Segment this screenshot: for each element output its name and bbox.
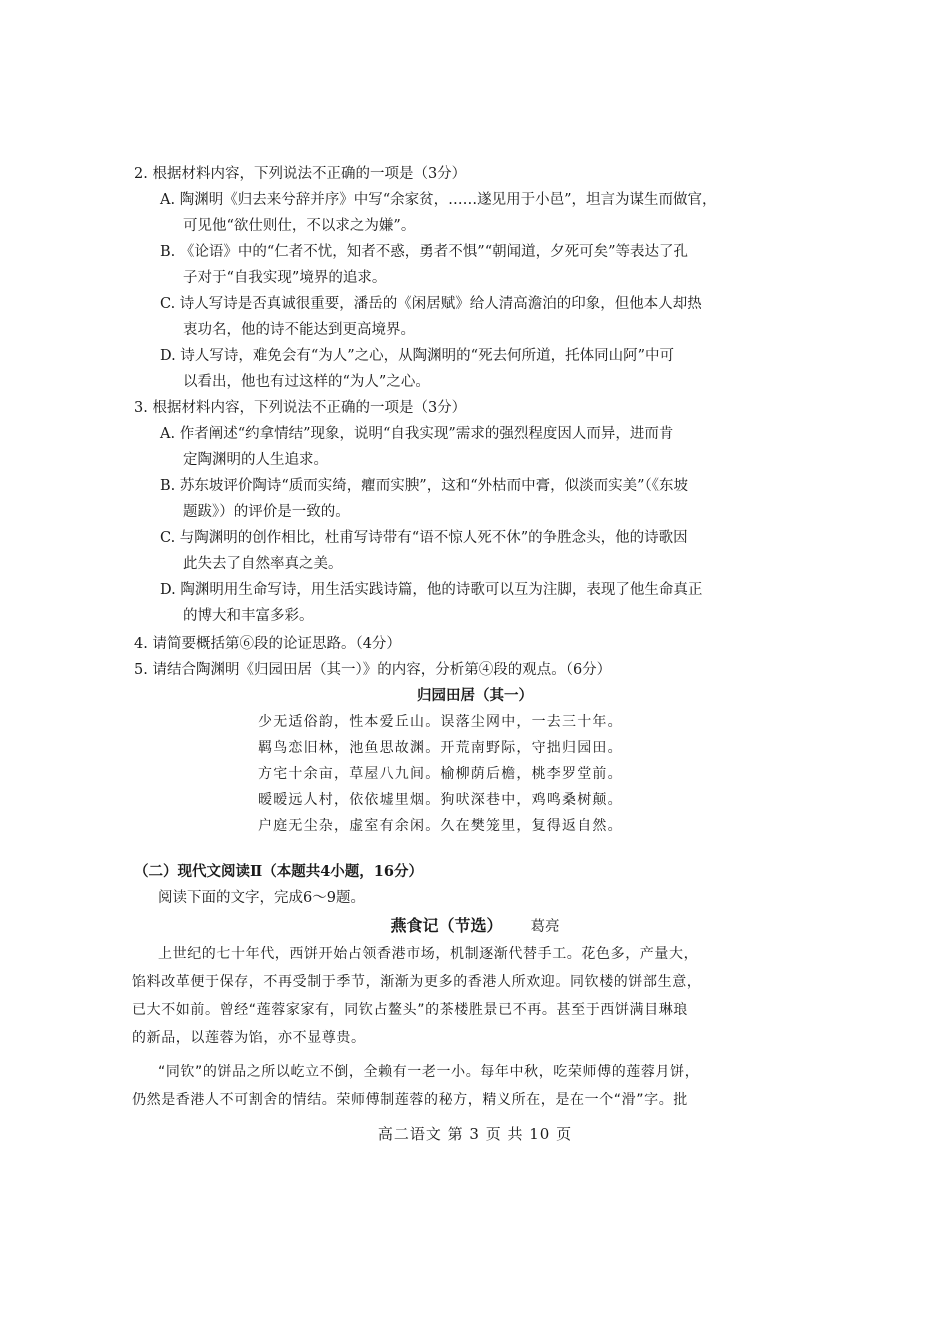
section-heading: （二）现代文阅读Ⅱ（本题共4小题，16分） — [134, 863, 423, 880]
article-heading — [0, 914, 950, 938]
poem-line: 羁鸟恋旧林，池鱼思故渊。开荒南野际，守拙归园田。 — [258, 740, 623, 756]
question-5: 5. 请结合陶渊明《归园田居（其一）》的内容，分析第④段的观点。（6分） — [134, 662, 612, 678]
article-line: 上世纪的七十年代，西饼开始占领香港市场，机制逐渐代替手工。花色多，产量大， — [158, 946, 699, 962]
question-3-option-c: C. 与陶渊明的创作相比，杜甫写诗带有“语不惊人死不休”的争胜念头，他的诗歌因 — [160, 530, 688, 546]
poem-line: 方宅十余亩，草屋八九间。榆柳荫后檐，桃李罗堂前。 — [258, 766, 623, 782]
question-2-option-c: C. 诗人写诗是否真诚很重要，潘岳的《闲居赋》给人清高澹泊的印象，但他本人却热 — [160, 296, 702, 312]
article-title: 燕食记（节选） — [390, 916, 503, 935]
article-line: 的新品，以莲蓉为馅，亦不显尊贵。 — [132, 1030, 366, 1046]
question-2-option-d-cont: 以看出，他也有过这样的“为人”之心。 — [183, 374, 430, 390]
article-line: 已大不如前。曾经“莲蓉家家有，同钦占鳌头”的茶楼胜景已不再。甚至于西饼满目琳琅 — [132, 1002, 688, 1018]
question-3-option-c-cont: 此失去了自然率真之美。 — [183, 556, 343, 572]
question-2-option-a: A. 陶渊明《归去来兮辞并序》中写“余家贫，……遂见用于小邑”，坦言为谋生而做官， — [160, 192, 717, 208]
section-instruction: 阅读下面的文字，完成6～9题。 — [158, 890, 365, 906]
article-line: 馅料改革便于保存，不再受制于季节，渐渐为更多的香港人所欢迎。同钦楼的饼部生意， — [132, 974, 702, 990]
question-3-option-d-cont: 的博大和丰富多彩。 — [183, 608, 314, 624]
question-3-option-a-cont: 定陶渊明的人生追求。 — [183, 452, 328, 468]
question-3-option-d: D. 陶渊明用生命写诗，用生活实践诗篇，他的诗歌可以互为注脚，表现了他生命真正 — [160, 582, 703, 598]
question-3-stem: 3. 根据材料内容，下列说法不正确的一项是（3分） — [134, 400, 467, 416]
question-3-option-b-cont: 题跋》）的评价是一致的。 — [183, 504, 350, 520]
question-2-option-c-cont: 衷功名，他的诗不能达到更高境界。 — [183, 322, 415, 338]
article-line: 仍然是香港人不可割舍的情结。荣师傅制莲蓉的秘方，精义所在，是在一个“滑”字。批 — [132, 1092, 688, 1108]
poem-line: 少无适俗韵，性本爱丘山。误落尘网中，一去三十年。 — [258, 714, 623, 730]
poem-line: 暧暧远人村，依依墟里烟。狗吠深巷中，鸡鸣桑树颠。 — [258, 792, 623, 808]
page-footer: 高二语文 第 3 页 共 10 页 — [377, 1125, 573, 1143]
article-line: “同钦”的饼品之所以屹立不倒，全赖有一老一小。每年中秋，吃荣师傅的莲蓉月饼， — [158, 1064, 700, 1080]
question-2-stem: 2. 根据材料内容，下列说法不正确的一项是（3分） — [134, 166, 467, 182]
question-3-option-b: B. 苏东坡评价陶诗“质而实绮，癯而实腴”，这和“外枯而中膏，似淡而实美”（《东坡 — [160, 478, 689, 494]
question-2-option-b: B. 《论语》中的“仁者不忧，知者不惑，勇者不惧”“朝闻道，夕死可矣”等表达了孔 — [160, 244, 689, 260]
article-author: 葛亮 — [530, 919, 560, 935]
question-3-option-a: A. 作者阐述“约拿情结”现象，说明“自我实现”需求的强烈程度因人而异，进而肯 — [160, 426, 674, 442]
question-2-option-b-cont: 子对于“自我实现”境界的追求。 — [183, 270, 387, 286]
question-4: 4. 请简要概括第⑥段的论证思路。（4分） — [134, 636, 401, 652]
question-2-option-a-cont: 可见他“欲仕则仕，不以求之为嫌”。 — [183, 218, 416, 234]
poem-title: 归园田居（其一） — [417, 687, 533, 704]
question-2-option-d: D. 诗人写诗，难免会有“为人”之心，从陶渊明的“死去何所道，托体同山阿”中可 — [160, 348, 674, 364]
poem-line: 户庭无尘杂，虚室有余闲。久在樊笼里，复得返自然。 — [258, 818, 623, 834]
